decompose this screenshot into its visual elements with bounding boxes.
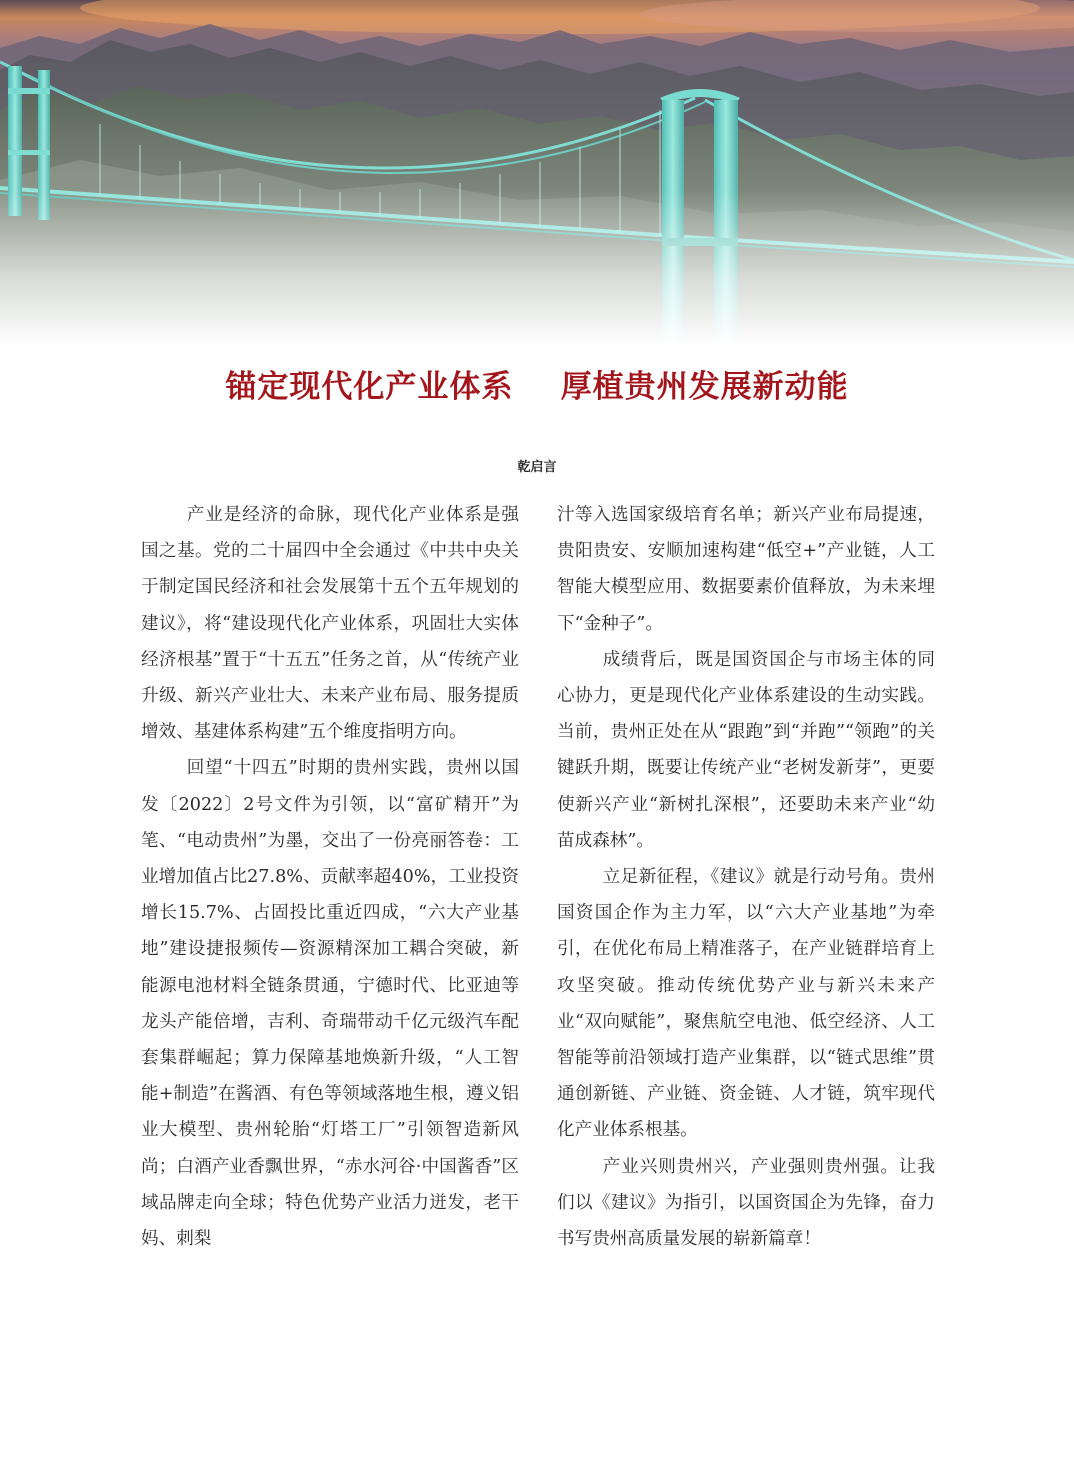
paragraph: 回望“十四五”时期的贵州实践，贵州以国发〔2022〕2号文件为引领，以“富矿精开”为笔、“电动贵州”为墨，交出了一份亮丽答卷：工业增加值占比27.8%、贡献率超40%，工业投资增长15.7%、占固投比重近四成，“六大产业基地”建设捷报频传—资源精深加工耦合突破，新能源电池材料全链条贯通，宁德时代、比亚迪等龙头产能倍增，吉利、奇瑞带动千亿元级汽车配套集群崛起；算力保障基地焕新升级，“人工智能+制造”在酱酒、有色等领域落地生根，遵义铝业大模型、贵州轮胎“灯塔工厂”引领智造新风尚；白酒产业香飘世界，“赤水河谷·中国酱香”区域品牌走向全球；特色优势产业活力迸发，老干妈、刺梨 [141, 758, 519, 1250]
article-column-left [141, 497, 519, 1257]
paragraph: 产业是经济的命脉，现代化产业体系是强国之基。党的二十届四中全会通过《中共中央关于制定国民经济和社会发展第十五个五年规划的建议》，将“建设现代化产业体系，巩固壮大实体经济根基”置于“十五五”任务之首，从“传统产业升级、新兴产业壮大、未来产业布局、服务提质增效、基建体系构建”五个维度指明方向。 [141, 505, 519, 743]
hero-bridge-image [0, 0, 1074, 345]
paragraph: 立足新征程，《建议》就是行动号角。贵州国资国企作为主力军，以“六大产业基地”为牵引，在优化布局上精准落子，在产业链群培育上攻坚突破。推动传统优势产业与新兴未来产业“双向赋能”，聚焦航空电池、低空经济、人工智能等前沿领域打造产业集群，以“链式思维”贯通创新链、产业链、资金链、人才链，筑牢现代化产业体系根基。 [557, 867, 935, 1141]
bridge-illustration [0, 0, 1074, 345]
paragraph-continuation: 汁等入选国家级培育名单；新兴产业布局提速，贵阳贵安、安顺加速构建“低空+”产业链，人工智能大模型应用、数据要素价值释放，为未来埋下“金种子”。 [557, 505, 935, 634]
paragraph: 产业兴则贵州兴，产业强则贵州强。让我们以《建议》为指引，以国资国企为先锋，奋力书写贵州高质量发展的崭新篇章！ [557, 1156, 935, 1250]
article-title: 锚定现代化产业体系 厚植贵州发展新动能 [225, 368, 849, 405]
paragraph: 成绩背后，既是国资国企与市场主体的同心协力，更是现代化产业体系建设的生动实践。当前，贵州正处在从“跟跑”到“并跑”“领跑”的关键跃升期，既要让传统产业“老树发新芽”，更要使新兴产业“新树扎深根”，还要助未来产业“幼苗成森林”。 [557, 649, 935, 851]
article-author: 乾启言 [517, 460, 557, 475]
article-column-right [557, 497, 935, 1257]
